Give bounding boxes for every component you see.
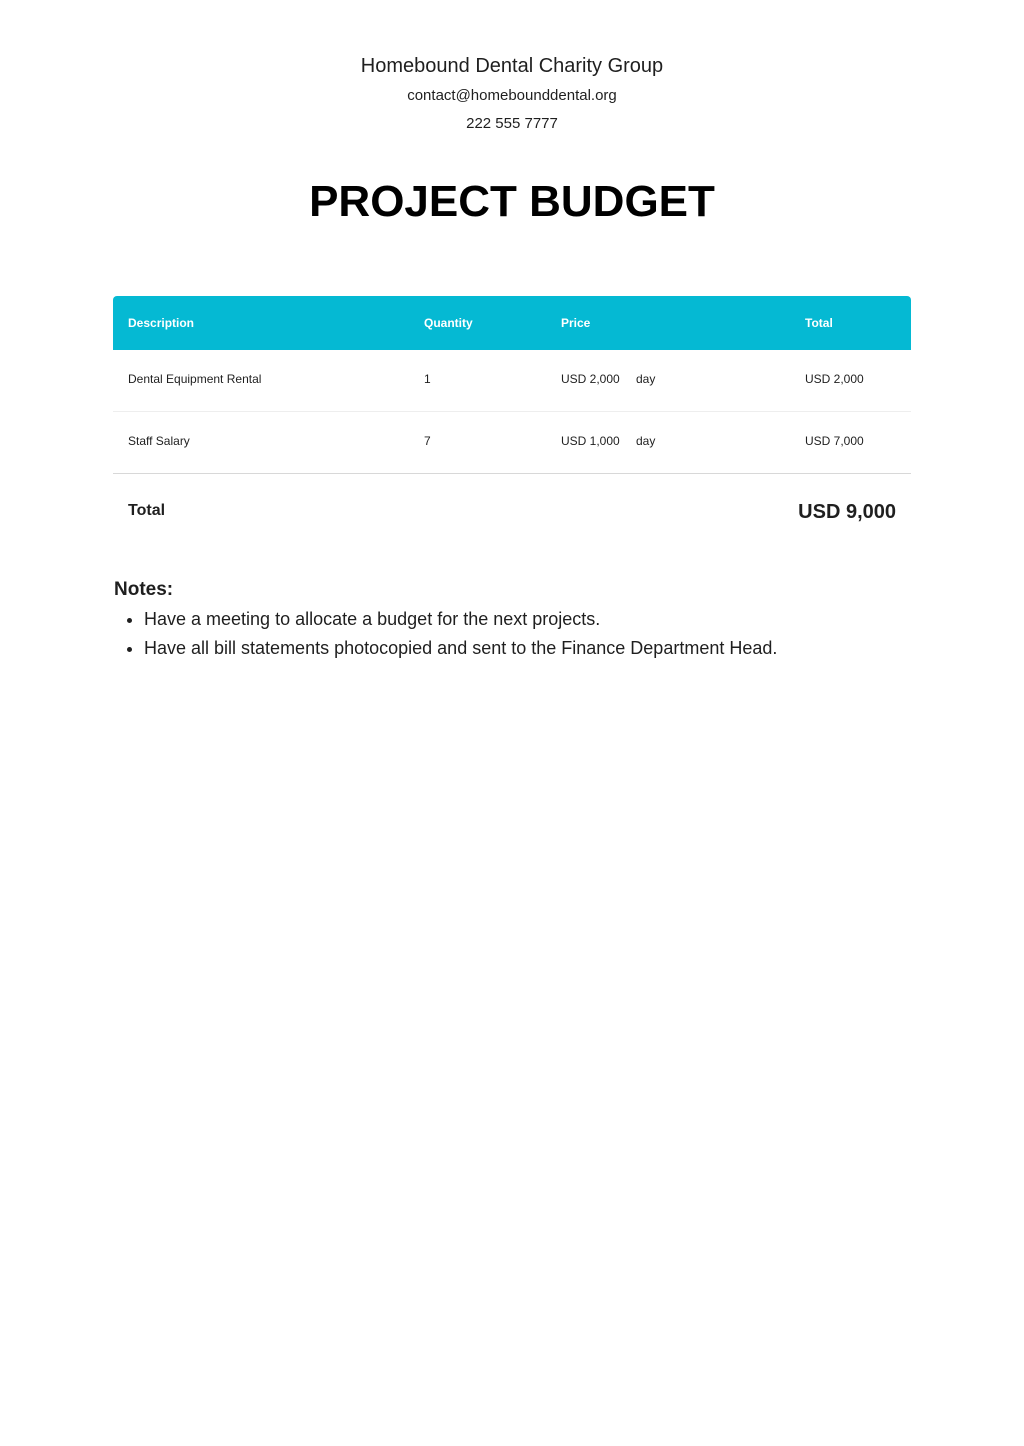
table-header-row bbox=[113, 296, 911, 350]
organization-header bbox=[0, 52, 1024, 136]
row-price-unit: day bbox=[636, 372, 656, 386]
document-title: PROJECT BUDGET bbox=[309, 177, 715, 226]
row-description: Staff Salary bbox=[128, 434, 190, 448]
row-total: USD 7,000 bbox=[805, 434, 864, 448]
header-quantity: Quantity bbox=[424, 316, 473, 330]
header-description: Description bbox=[128, 316, 195, 330]
notes-list bbox=[114, 605, 914, 663]
organization-name: Homebound Dental Charity Group bbox=[360, 55, 664, 77]
budget-table bbox=[113, 296, 911, 556]
note-item: • Have all bill statements photocopied and sent to the Finance Department Head. bbox=[144, 634, 914, 663]
table-row bbox=[113, 350, 911, 412]
organization-email: contact@homebounddental.org bbox=[407, 87, 617, 104]
row-quantity: 1 bbox=[424, 372, 431, 386]
organization-phone: 222 555 7777 bbox=[466, 115, 558, 132]
row-total: USD 2,000 bbox=[805, 372, 864, 386]
row-price: USD 1,000 bbox=[561, 434, 620, 448]
notes-title: Notes: bbox=[114, 579, 174, 600]
row-price-unit: day bbox=[636, 434, 656, 448]
row-description: Dental Equipment Rental bbox=[128, 372, 262, 386]
header-price: Price bbox=[561, 316, 591, 330]
grand-total-value: USD 9,000 bbox=[798, 501, 896, 523]
row-price: USD 2,000 bbox=[561, 372, 620, 386]
header-total: Total bbox=[805, 316, 833, 330]
row-quantity: 7 bbox=[424, 434, 431, 448]
table-row bbox=[113, 412, 911, 474]
grand-total-row bbox=[113, 474, 911, 556]
note-item: • Have a meeting to allocate a budget for the next projects. bbox=[144, 605, 914, 634]
notes-section bbox=[114, 577, 914, 663]
grand-total-label: Total bbox=[128, 502, 166, 519]
